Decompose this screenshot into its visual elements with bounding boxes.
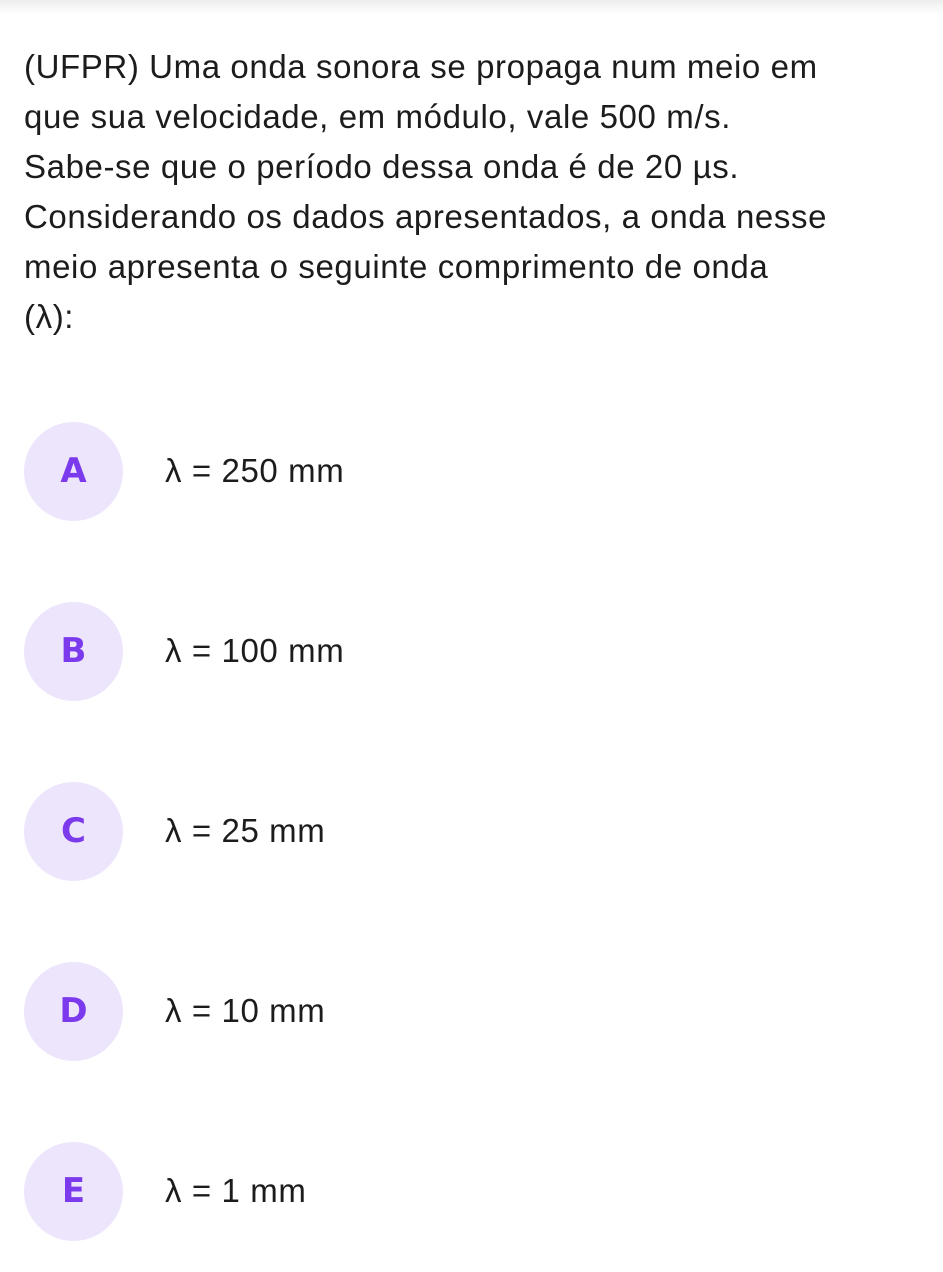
header-shadow bbox=[0, 0, 943, 14]
option-c[interactable] bbox=[24, 781, 904, 881]
option-a[interactable] bbox=[24, 421, 904, 521]
option-d-letter: D bbox=[59, 991, 88, 1031]
option-b-badge bbox=[24, 602, 123, 701]
option-c-letter: C bbox=[61, 811, 86, 851]
option-c-text: λ = 25 mm bbox=[165, 812, 326, 849]
option-d-badge bbox=[24, 962, 123, 1061]
option-e[interactable] bbox=[24, 1141, 904, 1241]
option-e-badge bbox=[24, 1142, 123, 1241]
option-d-text: λ = 10 mm bbox=[165, 992, 326, 1029]
option-c-badge bbox=[24, 782, 123, 881]
option-b[interactable] bbox=[24, 601, 904, 701]
question-text: (UFPR) Uma onda sonora se propaga num meio em que sua velocidade, em módulo, vale 500 m/s. Sabe-se que o período dessa onda é de 20 µs. Considerando os dados apresentados, a onda nesse meio apresenta o seguinte comprimento de onda (λ): bbox=[24, 48, 828, 335]
option-a-text: λ = 250 mm bbox=[165, 452, 345, 489]
option-a-badge bbox=[24, 422, 123, 521]
option-a-letter: A bbox=[60, 451, 87, 491]
option-e-text: λ = 1 mm bbox=[165, 1172, 307, 1209]
option-d[interactable] bbox=[24, 961, 904, 1061]
option-e-letter: E bbox=[61, 1171, 86, 1211]
option-b-letter: B bbox=[60, 631, 87, 671]
option-b-text: λ = 100 mm bbox=[165, 632, 345, 669]
